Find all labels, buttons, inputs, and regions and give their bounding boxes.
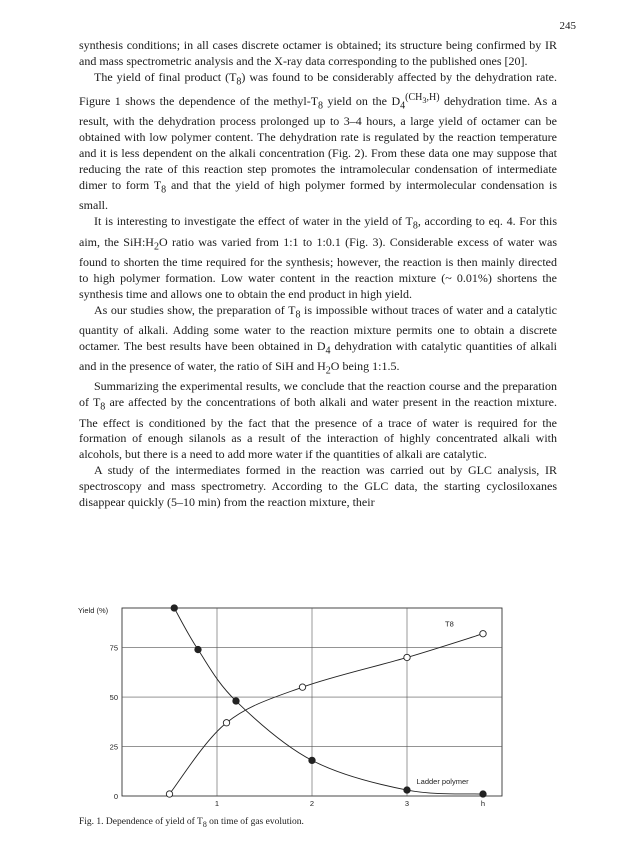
paragraph-6: A study of the intermediates formed in the reaction was carried out by GLC analysis, IR spectroscopy and mass spectrometry. According to the GLC data, the starting cyclosiloxanes disappear quickly (5–10 min) from the reaction mixture, their [79, 463, 557, 510]
yield-chart [0, 590, 624, 820]
paragraph-3: It is interesting to investigate the effect of water in the yield of $T_8$, according to eq. 4. For this aim, the $SiH:H_2O$ ratio was varied from 1:1 to 1:0.1 (Fig. 3). Considerable excess of water was found to shorten the time required for the synthesis; however, the reaction is then mainly directed to high polymer formation. Low water content in the reaction mixture (~ 0.01%) shortens the synthesis time and allows one to obtain the end product in high yield. [79, 214, 557, 301]
y-tick-label: 50 [109, 693, 118, 703]
paragraph-4: As our studies show, the preparation of $T_8$ is impossible without traces of water and a catalytic quantity of alkali. Adding some water to the reaction mixture permits one to obtain a discrete octamer. The best results have been obtained in $D_4$ dehydration with catalytic quantities of alkali and in the presence of water, the ratio of SiH and $H_2O$ being 1:1.5. [79, 302, 557, 377]
y-tick-label: 75 [109, 643, 118, 653]
y-axis-label: Yield (%) [78, 606, 109, 615]
series-label: Ladder polymer [416, 777, 469, 787]
series-line [170, 634, 484, 794]
data-point [404, 787, 410, 793]
data-point [309, 757, 315, 763]
paragraph-1: synthesis conditions; in all cases discrete octamer is obtained; its structure being confirmed by IR and mass spectrometric analysis and the X-ray data corresponding to the published ones [20]. [79, 38, 557, 68]
page-number: 245 [559, 20, 576, 32]
data-point [223, 720, 229, 726]
y-tick-label: 25 [109, 742, 118, 752]
figure-caption: Fig. 1. Dependence of yield of $T_8$ on time of gas evolution. [79, 817, 304, 829]
x-tick-label: h [480, 799, 486, 808]
x-tick-label: 1 [214, 799, 220, 808]
data-point [480, 791, 486, 797]
data-point [166, 791, 172, 797]
data-point [480, 631, 486, 637]
x-tick-label: 3 [404, 799, 410, 808]
series-label: T8 [445, 619, 454, 629]
data-point [404, 654, 410, 660]
data-point [195, 646, 201, 652]
body-text [79, 38, 557, 511]
data-point [171, 605, 177, 611]
x-tick-label: 2 [309, 799, 315, 808]
data-point [299, 684, 305, 690]
figure-1 [0, 590, 624, 830]
data-point [233, 698, 239, 704]
y-tick-label: 0 [113, 792, 118, 801]
series-line [174, 608, 483, 794]
paragraph-2: The yield of final product $(T_8)$ was found to be considerably affected by the dehydration rate. Figure 1 shows the dependence of the methyl-$T_8$ yield on the $D_4^{(CH_3,H)}$ dehydration time. As a result, with the dehydration process prolonged up to 3–4 hours, a large yield of octamer can be obtained with low polymer content. The dehydration rate is regulated by the reaction temperature and it is less dependent on the alkali concentration (Fig. 2). From these data one may suppose that reducing the rate of this reaction step promotes the intramolecular condensation of intermediate dimer to form $T_8$ and that the yield of high polymer formed by intermolecular condensation is small. [79, 69, 558, 213]
paragraph-5: Summarizing the experimental results, we conclude that the reaction course and the preparation of $T_8$ are affected by the concentrations of both alkali and water present in the reaction mixture. The effect is conditioned by the fact that the presence of a trace of water is required for the formation of enough silanols as a result of the interaction of highly concentrated alkali with alcohols, but there is a need to add more water if the quantities of alkali are catalytic. [79, 379, 557, 462]
